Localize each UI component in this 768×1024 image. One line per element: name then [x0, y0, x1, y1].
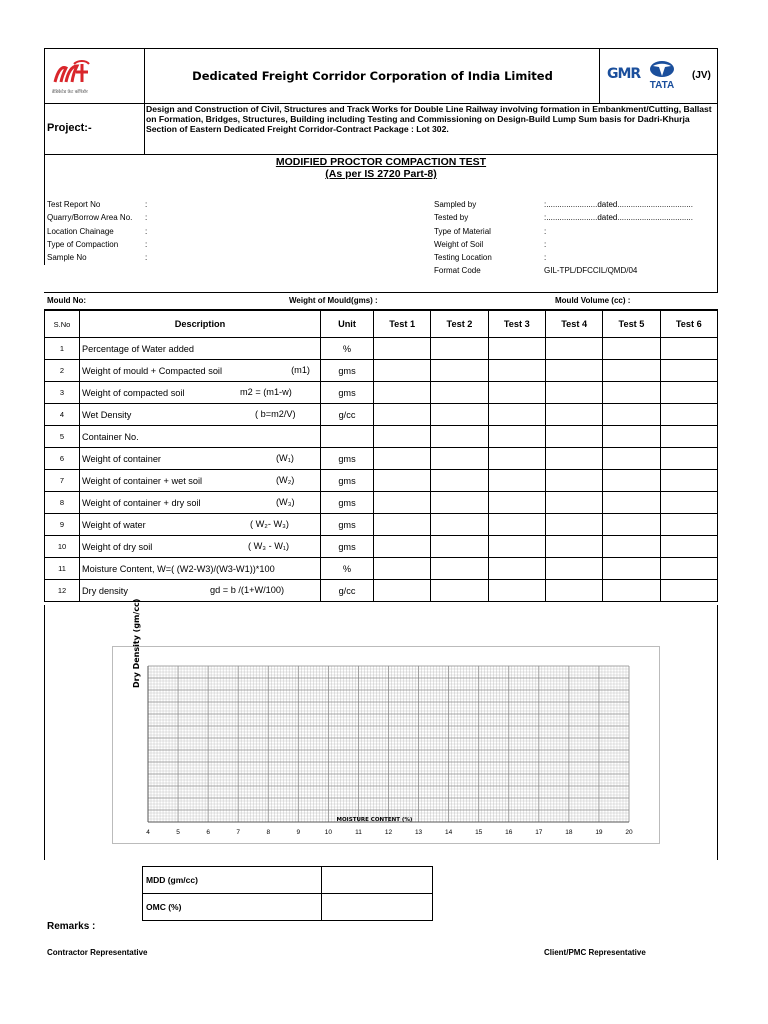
cell-test-2[interactable] — [431, 470, 488, 492]
cell-test-1[interactable] — [374, 580, 431, 602]
table-row — [45, 536, 718, 558]
meta-right-label: Format Code — [434, 266, 481, 275]
cell-test-3[interactable] — [488, 448, 545, 470]
row-formula: ( b=m2/V) — [255, 409, 296, 419]
mould-volume-label: Mould Volume (cc) : — [555, 296, 631, 305]
cell-test-2[interactable] — [431, 382, 488, 404]
row-unit: % — [321, 338, 374, 360]
x-tick-label: 11 — [355, 829, 362, 836]
meta-left-label: Location Chainage — [47, 227, 114, 236]
row-unit: g/cc — [321, 580, 374, 602]
row-description — [80, 536, 321, 558]
row-sno: 2 — [45, 360, 80, 382]
row-formula: (W₁) — [276, 453, 294, 463]
cell-test-1[interactable] — [374, 492, 431, 514]
row-description — [80, 382, 321, 404]
cell-test-4[interactable] — [545, 514, 602, 536]
row-unit: gms — [321, 536, 374, 558]
row-description — [80, 514, 321, 536]
cell-test-1[interactable] — [374, 514, 431, 536]
table-row — [45, 448, 718, 470]
mould-no-label: Mould No: — [47, 296, 87, 305]
compaction-chart — [112, 646, 660, 844]
row-formula: ( W₂- W₃) — [250, 519, 289, 529]
tata-logo — [647, 60, 677, 91]
row-formula: gd = b /(1+W/100) — [210, 585, 285, 595]
cell-test-2[interactable] — [431, 580, 488, 602]
table-row — [45, 492, 718, 514]
row-description-text: Weight of water — [82, 519, 146, 530]
row-description — [80, 470, 321, 492]
table-row — [45, 404, 718, 426]
cell-test-5[interactable] — [603, 404, 660, 426]
cell-test-2[interactable] — [431, 338, 488, 360]
mould-row — [44, 292, 718, 310]
header-test-1: Test 1 — [374, 311, 431, 338]
cell-test-1[interactable] — [374, 558, 431, 580]
row-description — [80, 448, 321, 470]
x-tick-label: 17 — [535, 829, 543, 836]
x-tick-label: 5 — [176, 829, 180, 836]
cell-test-1[interactable] — [374, 338, 431, 360]
form-left-border-upper — [44, 155, 45, 265]
cell-test-6[interactable] — [660, 492, 717, 514]
chart-ylabel: Dry Density (gm/cc) — [132, 598, 141, 688]
cell-test-5[interactable] — [603, 580, 660, 602]
cell-test-5[interactable] — [603, 558, 660, 580]
cell-test-4[interactable] — [545, 360, 602, 382]
cell-test-3[interactable] — [488, 580, 545, 602]
contractor-rep: Contractor Representative — [47, 948, 148, 957]
header-test-5: Test 5 — [603, 311, 660, 338]
cell-test-6[interactable] — [660, 536, 717, 558]
header-description: Description — [80, 311, 321, 338]
cell-test-5[interactable] — [603, 514, 660, 536]
cell-test-3[interactable] — [488, 470, 545, 492]
x-tick-label: 13 — [414, 829, 423, 836]
row-description-text: Weight of container + dry soil — [82, 497, 201, 508]
cell-test-2[interactable] — [431, 360, 488, 382]
cell-test-3[interactable] — [488, 514, 545, 536]
row-sno: 10 — [45, 536, 80, 558]
row-sno: 8 — [45, 492, 80, 514]
table-row — [45, 426, 718, 448]
omc-row — [143, 894, 433, 921]
cell-test-1[interactable] — [374, 426, 431, 448]
meta-left-sep: : — [145, 253, 148, 262]
x-tick-label: 4 — [146, 829, 150, 836]
header-test-6: Test 6 — [660, 311, 717, 338]
cell-test-3[interactable] — [488, 404, 545, 426]
tata-logo-text: TATA — [649, 80, 675, 91]
chart-xlabel: MOISTURE CONTENT (%) — [336, 817, 413, 823]
row-description-text: Wet Density — [82, 409, 132, 420]
x-tick-label: 19 — [595, 829, 603, 836]
cell-test-6[interactable] — [660, 470, 717, 492]
row-description-text: Weight of dry soil — [82, 541, 153, 552]
dfc-logo-icon — [52, 60, 92, 86]
mdd-row — [143, 867, 433, 894]
row-description — [80, 404, 321, 426]
gmr-logo — [607, 66, 640, 82]
x-tick-label: 12 — [384, 829, 393, 836]
test-title: MODIFIED PROCTOR COMPACTION TEST — [275, 156, 487, 168]
table-row — [45, 514, 718, 536]
x-tick-label: 6 — [206, 829, 210, 836]
cell-test-2[interactable] — [431, 426, 488, 448]
cell-test-3[interactable] — [488, 492, 545, 514]
row-description — [80, 558, 321, 580]
meta-left-label: Quarry/Borrow Area No. — [47, 213, 133, 222]
meta-right-label: Sampled by — [434, 200, 477, 209]
cell-test-5[interactable] — [603, 426, 660, 448]
cell-test-2[interactable] — [431, 536, 488, 558]
cell-test-6[interactable] — [660, 426, 717, 448]
row-description — [80, 426, 321, 448]
row-unit: gms — [321, 448, 374, 470]
cell-test-3[interactable] — [488, 382, 545, 404]
x-tick-label: 14 — [445, 829, 453, 836]
mould-weight-label: Weight of Mould(gms) : — [289, 296, 378, 305]
meta-left-sep: : — [145, 213, 148, 222]
cell-test-2[interactable] — [431, 492, 488, 514]
row-formula: (W₂) — [276, 475, 295, 485]
x-tick-label: 18 — [565, 829, 573, 836]
header-unit: Unit — [321, 311, 374, 338]
meta-right-label: Testing Location — [434, 253, 492, 262]
meta-left-sep: : — [145, 200, 148, 209]
cell-test-3[interactable] — [488, 536, 545, 558]
cell-test-4[interactable] — [545, 536, 602, 558]
cell-test-2[interactable] — [431, 448, 488, 470]
meta-right-label: Weight of Soil — [434, 240, 484, 249]
row-description-text: Weight of compacted soil — [82, 387, 185, 398]
row-unit: gms — [321, 470, 374, 492]
meta-right-value: : — [544, 253, 547, 262]
meta-right-label: Type of Material — [434, 227, 491, 236]
cell-test-4[interactable] — [545, 470, 602, 492]
cell-test-4[interactable] — [545, 382, 602, 404]
x-tick-label: 9 — [296, 829, 301, 836]
cell-test-3[interactable] — [488, 426, 545, 448]
row-sno: 11 — [45, 558, 80, 580]
header-test-4: Test 4 — [545, 311, 602, 338]
cell-test-6[interactable] — [660, 448, 717, 470]
row-description-text: Percentage of Water added — [82, 343, 195, 354]
table-row — [45, 558, 718, 580]
jv-label: (JV) — [692, 70, 711, 81]
org-title: Dedicated Freight Corridor Corporation of India Limited — [192, 69, 553, 83]
cell-test-4[interactable] — [545, 492, 602, 514]
remarks-label: Remarks : — [47, 921, 96, 932]
row-formula: m2 = (m1-w) — [240, 387, 292, 397]
meta-right-label: Tested by — [434, 213, 469, 222]
cell-test-6[interactable] — [660, 580, 717, 602]
row-description-text: Container No. — [82, 431, 139, 442]
test-table — [44, 310, 718, 602]
meta-left-label: Sample No — [47, 253, 87, 262]
cell-test-5[interactable] — [603, 360, 660, 382]
mdd-value[interactable] — [322, 867, 433, 894]
x-tick-label: 16 — [505, 829, 513, 836]
cell-test-6[interactable] — [660, 338, 717, 360]
cell-test-4[interactable] — [545, 338, 602, 360]
row-unit: g/cc — [321, 404, 374, 426]
x-tick-label: 10 — [324, 829, 332, 836]
test-subtitle: (As per IS 2720 Part-8) — [325, 168, 437, 180]
cell-test-5[interactable] — [603, 448, 660, 470]
cell-test-4[interactable] — [545, 580, 602, 602]
omc-value[interactable] — [322, 894, 433, 921]
cell-test-4[interactable] — [545, 426, 602, 448]
cell-test-1[interactable] — [374, 382, 431, 404]
row-description-text: Dry density — [82, 585, 128, 596]
cell-test-5[interactable] — [603, 492, 660, 514]
meta-right-value: GIL-TPL/DFCCIL/QMD/04 — [544, 266, 638, 275]
header-divider-left — [144, 48, 145, 155]
cell-test-3[interactable] — [488, 338, 545, 360]
cell-test-5[interactable] — [603, 338, 660, 360]
cell-test-4[interactable] — [545, 448, 602, 470]
row-sno: 7 — [45, 470, 80, 492]
meta-right-value: : — [544, 240, 547, 249]
row-formula: (W₃) — [276, 497, 295, 507]
meta-right-value: : — [544, 227, 547, 236]
row-description-text: Weight of container + wet soil — [82, 475, 203, 486]
form-right-border-upper — [717, 155, 718, 292]
meta-left-label: Test Report No — [47, 200, 101, 209]
row-sno: 1 — [45, 338, 80, 360]
header-test-2: Test 2 — [431, 311, 488, 338]
row-unit: gms — [321, 382, 374, 404]
row-description — [80, 338, 321, 360]
cell-test-2[interactable] — [431, 404, 488, 426]
cell-test-4[interactable] — [545, 404, 602, 426]
row-description — [80, 360, 321, 382]
cell-test-6[interactable] — [660, 382, 717, 404]
row-description-text: Weight of mould + Compacted soil — [82, 365, 223, 376]
table-row — [45, 360, 718, 382]
table-row — [45, 338, 718, 360]
cell-test-1[interactable] — [374, 470, 431, 492]
x-tick-label: 15 — [475, 829, 483, 836]
meta-right-value: :.......................dated.................................. — [544, 200, 693, 209]
project-label: Project:- — [47, 122, 92, 134]
row-sno: 6 — [45, 448, 80, 470]
cell-test-6[interactable] — [660, 558, 717, 580]
x-tick-label: 8 — [266, 829, 271, 836]
header-sno: S.No — [45, 311, 80, 338]
x-tick-label: 7 — [236, 829, 240, 836]
row-description-text: Moisture Content, W=( (W2-W3)/(W3-W1))*100 — [82, 563, 275, 574]
cell-test-1[interactable] — [374, 448, 431, 470]
row-unit: gms — [321, 514, 374, 536]
row-unit: gms — [321, 492, 374, 514]
cell-test-3[interactable] — [488, 360, 545, 382]
table-row — [45, 470, 718, 492]
row-description — [80, 580, 321, 602]
meta-left-label: Type of Compaction — [47, 240, 119, 249]
meta-left-sep: : — [145, 227, 148, 236]
row-formula: ( W₃ - W₁) — [248, 541, 290, 551]
row-unit — [321, 426, 374, 448]
dfc-logo — [52, 60, 92, 94]
row-unit: % — [321, 558, 374, 580]
table-row — [45, 382, 718, 404]
x-tick-label: 20 — [625, 829, 633, 836]
row-sno: 12 — [45, 580, 80, 602]
cell-test-1[interactable] — [374, 404, 431, 426]
mdd-label: MDD (gm/cc) — [143, 867, 322, 894]
table-header-row — [45, 311, 718, 338]
meta-left-sep: : — [145, 240, 148, 249]
row-unit: gms — [321, 360, 374, 382]
header-box — [44, 48, 718, 155]
cell-test-5[interactable] — [603, 470, 660, 492]
header-test-3: Test 3 — [488, 311, 545, 338]
cell-test-2[interactable] — [431, 558, 488, 580]
cell-test-2[interactable] — [431, 514, 488, 536]
gmr-logo-text: GMR — [607, 66, 641, 82]
cell-test-4[interactable] — [545, 558, 602, 580]
table-row — [45, 580, 718, 602]
cell-test-6[interactable] — [660, 514, 717, 536]
row-sno: 5 — [45, 426, 80, 448]
project-description: Design and Construction of Civil, Structures and Track Works for Double Line Railway involving formation in Embankment/Cutting, Ballast on Formation, Bridges, Structures, Building including Testing and Commissioning on Design-Build Lump Sum basis for Dadri-Khurja Section of Eastern Dedicated Freight Corridor-Contract Package : Lot 302. — [146, 104, 712, 134]
results-table — [142, 866, 433, 921]
cell-test-6[interactable] — [660, 404, 717, 426]
row-description-text: Weight of container — [82, 453, 161, 464]
test-title-block — [44, 156, 718, 180]
cell-test-1[interactable] — [374, 360, 431, 382]
cell-test-6[interactable] — [660, 360, 717, 382]
cell-test-3[interactable] — [488, 558, 545, 580]
row-formula: (m1) — [291, 365, 310, 375]
row-sno: 9 — [45, 514, 80, 536]
row-description — [80, 492, 321, 514]
dfc-logo-text: डेडिकेटेड फ्रेट कॉरिडोर — [52, 90, 88, 95]
client-rep: Client/PMC Representative — [544, 948, 646, 957]
tata-logo-icon — [649, 60, 675, 78]
omc-label: OMC (%) — [143, 894, 322, 921]
cell-test-5[interactable] — [603, 382, 660, 404]
row-sno: 3 — [45, 382, 80, 404]
row-sno: 4 — [45, 404, 80, 426]
meta-right-value: :.......................dated.................................. — [544, 213, 693, 222]
cell-test-5[interactable] — [603, 536, 660, 558]
cell-test-1[interactable] — [374, 536, 431, 558]
